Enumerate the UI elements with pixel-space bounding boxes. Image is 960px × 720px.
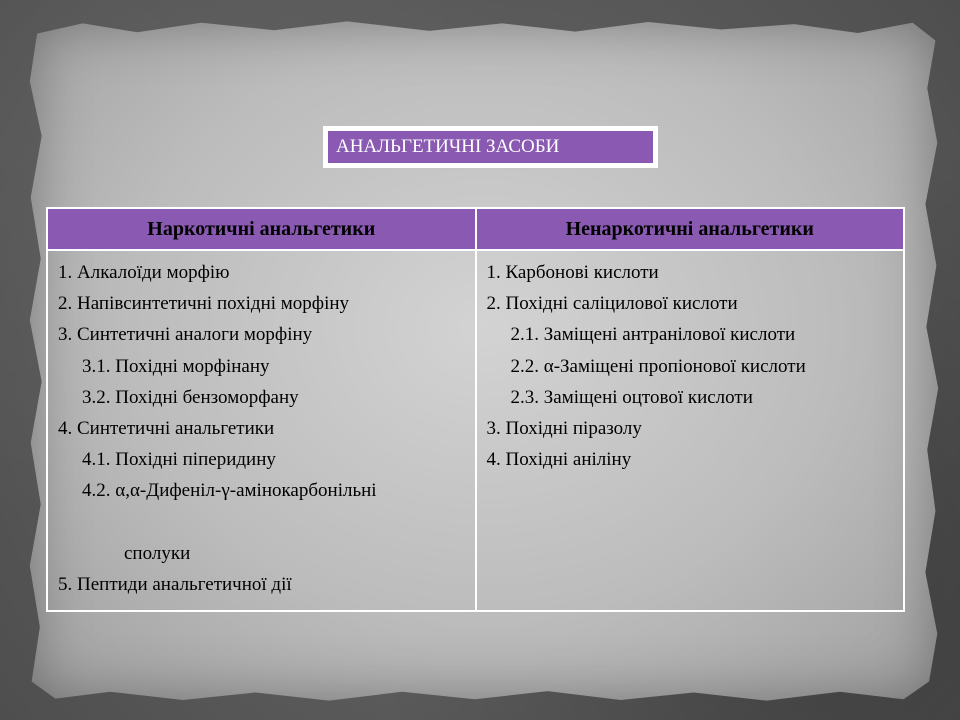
list-item: 2.1. Заміщені антранілової кислоти (510, 324, 796, 346)
header-narcotic: Наркотичні анальгетики (47, 208, 476, 250)
slide-title: АНАЛЬГЕТИЧНІ ЗАСОБИ (328, 131, 653, 163)
list-item: сполуки (124, 542, 191, 564)
table-header-row (47, 208, 904, 250)
list-spacer (58, 507, 475, 538)
list-item: 5. Пептиди анальгетичної дії (58, 573, 292, 595)
list-item: 1. Карбонові кислоти (486, 262, 659, 283)
title-box (323, 126, 658, 168)
list-item: 4.1. Похідні піперидину (82, 449, 276, 471)
table-row (47, 250, 904, 611)
list-item: 1. Алкалоїди морфію (58, 262, 230, 283)
list-item: 3.2. Похідні бензоморфану (82, 386, 299, 408)
list-item: 3.1. Похідні морфінану (82, 355, 270, 377)
list-item: 4.2. α,α-Дифеніл-γ-амінокарбонільні (82, 480, 377, 502)
non-narcotic-list (487, 257, 904, 475)
list-item: 2.3. Заміщені оцтової кислоти (510, 386, 753, 408)
list-item: 3. Похідні піразолу (486, 418, 642, 440)
list-item: 3. Синтетичні аналоги морфіну (58, 324, 313, 346)
list-item: 2.2. α-Заміщені пропіонової кислоти (510, 355, 806, 377)
analgesics-table (46, 207, 905, 612)
header-non-narcotic: Ненаркотичні анальгетики (476, 208, 905, 250)
non-narcotic-cell (476, 250, 905, 611)
list-item: 4. Синтетичні анальгетики (58, 418, 275, 440)
list-item: 2. Похідні саліцилової кислоти (486, 293, 738, 315)
narcotic-list (58, 257, 475, 600)
list-item: 4. Похідні аніліну (486, 449, 632, 471)
narcotic-cell (47, 250, 476, 611)
list-item: 2. Напівсинтетичні похідні морфіну (58, 293, 350, 315)
